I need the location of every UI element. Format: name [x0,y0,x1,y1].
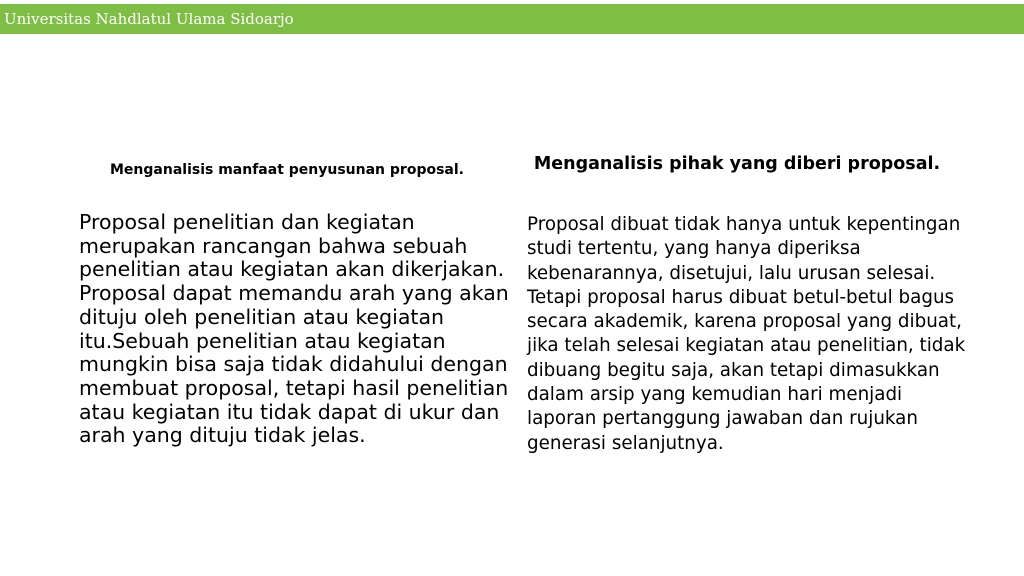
right-column-heading: Menganalisis pihak yang diberi proposal. [533,154,941,174]
right-column-body: Proposal dibuat tidak hanya untuk kepentingan studi tertentu, yang hanya diperiksa kebenarannya, disetujui, lalu urusan selesai. Tetapi proposal harus dibuat betul-betul bagus secara akademik, karena proposal yang dibuat, jika telah selesai kegiatan atau penelitian, tidak dibuang begitu saja, akan tetapi dimasukkan dalam arsip yang kemudian hari menjadi laporan pertanggung jawaban dan rujukan generasi selanjutnya. [527,214,966,454]
header-bar [0,4,1024,34]
left-column-heading: Menganalisis manfaat penyusunan proposal. [110,162,464,178]
university-title: Universitas Nahdlatul Ulama Sidoarjo [4,10,294,28]
left-column-body: Proposal penelitian dan kegiatan merupakan rancangan bahwa sebuah penelitian atau kegiatan akan dikerjakan. Proposal dapat memandu arah yang akan dituju oleh penelitian atau kegiatan itu.Sebuah penelitian atau kegiatan mungkin bisa saja tidak didahului dengan membuat proposal, tetapi hasil penelitian atau kegiatan itu tidak dapat di ukur dan arah yang dituju tidak jelas. [79,210,509,448]
